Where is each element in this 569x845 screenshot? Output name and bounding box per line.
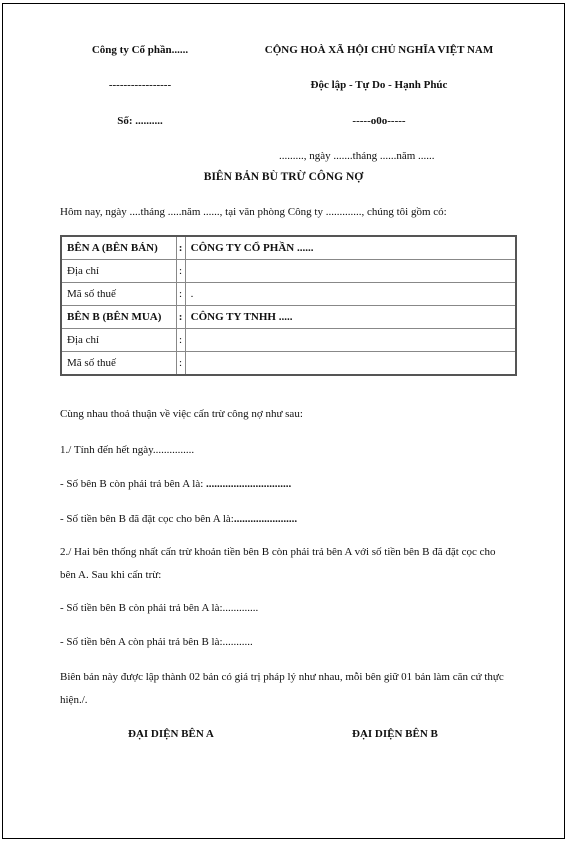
section2-paragraph: 2./ Hai bên thống nhất cấn trừ khoản tiền bên B còn phải trả bên A với số tiền bên B đã đặt cọc cho bên A. Sau khi cấn trừ:: [60, 546, 496, 581]
nation-title: CỘNG HOÀ XÃ HỘI CHỦ NGHĨA VIỆT NAM: [264, 44, 494, 56]
document-title: BIÊN BẢN BÙ TRỪ CÔNG NỢ: [203, 171, 364, 183]
document-number: Số: ..........: [117, 115, 163, 127]
section1-item2: [60, 513, 297, 525]
party-row: [61, 236, 516, 260]
nation-motto: Độc lập - Tự Do - Hạnh Phúc: [310, 79, 448, 91]
section1-item1-text: - Số bên B còn phải trả bên A là:: [60, 478, 207, 490]
party-value: [185, 260, 516, 283]
parties-table: [60, 235, 517, 376]
closing-paragraph: Biên bản này được lập thành 02 bản có giá trị pháp lý như nhau, mỗi bên giữ 01 bản làm căn cứ thực hiện./.: [60, 671, 504, 706]
party-value: CÔNG TY CỔ PHẦN ......: [185, 236, 516, 260]
section1-item1: [60, 478, 291, 490]
party-label: Địa chỉ: [61, 260, 176, 283]
section1-heading: 1./ Tính đến hết ngày...............: [60, 444, 195, 456]
header-ornament: -----o0o-----: [352, 115, 406, 127]
party-label: Địa chỉ: [61, 329, 176, 352]
section1-item1-dots: ...............................: [206, 478, 292, 490]
party-row: [61, 283, 516, 306]
intro-paragraph: Hôm nay, ngày ....tháng .....năm ......, tại văn phòng Công ty ............., chúng tôi gồm có:: [60, 206, 447, 218]
party-row: [61, 306, 516, 329]
section1-item2-dots: .......................: [233, 513, 298, 525]
party-label: Mã số thuế: [61, 352, 176, 376]
party-colon: :: [176, 283, 185, 306]
company-name: Công ty Cổ phần......: [91, 44, 189, 56]
party-colon: :: [176, 260, 185, 283]
signature-a: ĐẠI DIỆN BÊN A: [128, 728, 214, 740]
party-row: [61, 329, 516, 352]
section1-item2-text: - Số tiền bên B đã đặt cọc cho bên A là:: [60, 513, 234, 525]
party-label: Mã số thuế: [61, 283, 176, 306]
header-dashes: -----------------: [108, 79, 172, 91]
party-row: [61, 352, 516, 376]
party-colon: :: [176, 236, 185, 260]
document-page: [2, 3, 565, 839]
party-label: BÊN B (BÊN MUA): [61, 306, 176, 329]
signature-b: ĐẠI DIỆN BÊN B: [352, 728, 438, 740]
section2-item1: - Số tiền bên B còn phải trả bên A là:.............: [60, 602, 259, 614]
section2-item2: - Số tiền bên A còn phải trả bên B là:...........: [60, 636, 253, 648]
party-value: [185, 329, 516, 352]
party-value: .: [185, 283, 516, 306]
party-colon: :: [176, 306, 185, 329]
place-date: ........., ngày .......tháng ......năm ......: [279, 150, 435, 162]
party-row: [61, 260, 516, 283]
party-colon: :: [176, 329, 185, 352]
party-colon: :: [176, 352, 185, 376]
party-label: BÊN A (BÊN BÁN): [61, 236, 176, 260]
party-value: CÔNG TY TNHH .....: [185, 306, 516, 329]
party-value: [185, 352, 516, 376]
agreement-line: Cùng nhau thoả thuận về việc cấn trừ công nợ như sau:: [60, 408, 303, 420]
